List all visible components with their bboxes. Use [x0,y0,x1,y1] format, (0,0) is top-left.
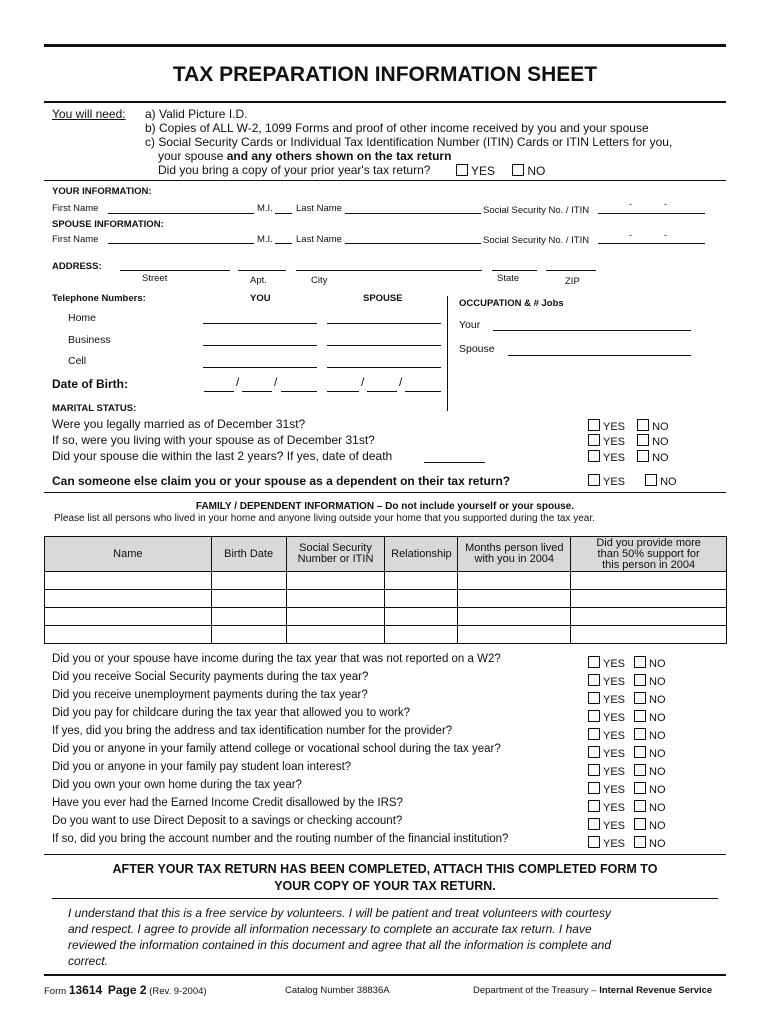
spouse-ssn-dash-1: - [629,230,632,240]
question-text: Do you want to use Direct Deposit to a savings or checking account? [52,815,403,827]
table-row [45,572,727,590]
your-mi-label: M.I. [257,203,273,214]
prior-return-question: Did you bring a copy of your prior year's tax return? [158,163,431,177]
section-rule-1 [44,180,726,181]
dependent-yes-checkbox[interactable] [588,474,600,486]
col-name: Name [45,537,212,572]
dob-you-day[interactable] [242,391,272,392]
spouse-last-name-field[interactable] [345,243,481,244]
yes-checkbox[interactable] [588,836,600,848]
your-first-name-label: First Name [52,203,99,214]
statement-line-1: I understand that this is a free service by volunteers. I will be patient and treat volunteers with courtesy [68,906,611,920]
question-answer: YES NO [588,746,666,760]
question-text: Did you or your spouse have income during the tax year that was not reported on a W2? [52,653,501,665]
spouse-ssn-dash-2: - [664,230,667,240]
question-text: Did you receive unemployment payments during the tax year? [52,689,368,701]
department: Department of the Treasury – Internal Revenue Service [473,985,713,996]
question-text: If so, did you bring the account number and the routing number of the financial institution? [52,833,509,845]
spouse-died-answer: YES NO [588,450,669,464]
spouse-info-heading: SPOUSE INFORMATION: [52,219,164,230]
phone-home-you-field[interactable] [203,323,317,324]
occupation-spouse-label: Spouse [459,343,495,355]
dob-you-month[interactable] [204,391,234,392]
form-id: Form 13614 Page 2 (Rev. 9-2004) [44,983,207,997]
table-cell[interactable] [286,626,385,644]
state-label: State [497,273,520,284]
table-cell[interactable] [45,608,212,626]
you-will-need-label: You will need: [52,107,126,121]
yes-checkbox[interactable] [588,782,600,794]
living-no-checkbox[interactable] [637,434,649,446]
form-number: 13614 [68,983,103,997]
date-of-death-field[interactable] [424,462,485,463]
dob-spouse-slash-1: / [361,375,365,389]
yes-checkbox[interactable] [588,710,600,722]
title-rule [44,101,726,103]
table-cell[interactable] [45,626,212,644]
phone-business-spouse-field[interactable] [327,345,441,346]
question-text: Did you own your own home during the tax year? [52,779,302,791]
table-cell[interactable] [458,608,571,626]
table-cell[interactable] [571,590,727,608]
table-cell[interactable] [211,572,286,590]
zip-field[interactable] [546,270,596,271]
yes-checkbox[interactable] [588,692,600,704]
question-text: Have you ever had the Earned Income Credit disallowed by the IRS? [52,797,403,809]
section-rule-2 [44,492,726,493]
col-ssn: Social Security Number or ITIN [286,537,385,572]
street-label: Street [142,273,168,284]
occupation-your-field[interactable] [493,330,691,331]
dob-spouse-day[interactable] [367,391,397,392]
col-birth-date: Birth Date [211,537,286,572]
yes-checkbox[interactable] [588,674,600,686]
phone-home-label: Home [68,312,97,324]
catalog-number: Catalog Number 38836A [285,985,390,996]
yes-checkbox[interactable] [588,764,600,776]
marital-status-label: MARITAL STATUS: [52,403,137,414]
table-cell[interactable] [45,590,212,608]
dob-label: Date of Birth: [52,377,128,391]
no-checkbox[interactable] [634,728,646,740]
table-cell[interactable] [286,572,385,590]
table-cell[interactable] [458,626,571,644]
question-text: Did you or anyone in your family attend college or vocational school during the tax year? [52,743,501,755]
your-last-name-label: Last Name [296,203,342,214]
occupation-label: OCCUPATION & # Jobs [459,298,564,309]
spouse-first-name-label: First Name [52,234,99,245]
table-cell[interactable] [211,590,286,608]
address-label: ADDRESS: [52,261,102,272]
zip-label: ZIP [565,276,580,287]
question-answer: YES NO [588,692,666,706]
your-ssn-dash-1: - [629,199,632,209]
phone-business-you-field[interactable] [203,345,317,346]
question-answer: YES NO [588,836,666,850]
section-rule-4 [52,898,718,899]
dob-spouse-month[interactable] [327,391,359,392]
yes-checkbox[interactable] [588,656,600,668]
statement-line-2: and respect. I agree to provide all information necessary to complete an accurate tax return. I have [68,922,592,936]
state-field[interactable] [492,270,537,271]
agency-name: Internal Revenue Service [599,985,713,996]
spouse-last-name-label: Last Name [296,234,342,245]
table-cell[interactable] [385,608,458,626]
dob-you-year[interactable] [281,391,317,392]
living-yes-checkbox[interactable] [588,434,600,446]
question-answer: YES NO [588,656,666,670]
table-cell[interactable] [45,572,212,590]
question-answer: YES NO [588,764,666,778]
city-field[interactable] [296,270,482,271]
spouse-first-name-field[interactable] [108,243,254,244]
dob-spouse-slash-2: / [399,375,403,389]
table-cell[interactable] [211,608,286,626]
question-answer: YES NO [588,710,666,724]
revision: (Rev. 9-2004) [149,986,207,997]
your-last-name-field[interactable] [345,213,481,214]
phone-you-header: YOU [250,293,271,304]
question-text: Did you pay for childcare during the tax year that allowed you to work? [52,707,410,719]
your-info-heading: YOUR INFORMATION: [52,186,152,197]
family-heading: FAMILY / DEPENDENT INFORMATION – Do not include yourself or your spouse. [195,501,575,512]
no-checkbox[interactable] [634,710,646,722]
dob-spouse-year[interactable] [405,391,441,392]
living-with-spouse-question: If so, were you living with your spouse as of December 31st? [52,433,375,447]
page-number: Page 2 [107,983,147,997]
need-item-b: b) Copies of ALL W-2, 1099 Forms and proof of other income received by you and your spouse [145,121,649,135]
no-checkbox[interactable] [634,782,646,794]
question-answer: YES NO [588,818,666,832]
table-row [45,590,727,608]
attach-notice-line-1: AFTER YOUR TAX RETURN HAS BEEN COMPLETED, ATTACH THIS COMPLETED FORM TO [112,862,658,876]
dependent-claim-answer: YES NO [588,474,677,488]
married-answer: YES NO [588,419,669,433]
telephone-label: Telephone Numbers: [52,293,146,304]
spouse-died-question: Did your spouse die within the last 2 years? If yes, date of death [52,449,393,463]
prior-no-checkbox[interactable] [512,164,524,176]
table-row [45,626,727,644]
apt-label: Apt. [250,275,267,286]
question-answer: YES NO [588,782,666,796]
no-checkbox[interactable] [634,764,646,776]
phone-cell-spouse-field[interactable] [327,367,441,368]
phone-cell-label: Cell [68,355,87,367]
your-first-name-field[interactable] [108,213,254,214]
need-item-a: a) Valid Picture I.D. [145,107,248,121]
table-cell[interactable] [571,626,727,644]
question-text: Did you receive Social Security payments during the tax year? [52,671,369,683]
spouse-ssn-field[interactable] [598,243,705,244]
dependents-table [44,536,727,644]
attach-notice-line-2: YOUR COPY OF YOUR TAX RETURN. [274,879,496,893]
spouse-mi-field[interactable] [275,243,292,244]
yes-checkbox[interactable] [588,818,600,830]
spouse-mi-label: M.I. [257,234,273,245]
occupation-spouse-field[interactable] [508,355,691,356]
phone-home-spouse-field[interactable] [327,323,441,324]
street-field[interactable] [120,270,230,271]
married-question: Were you legally married as of December 31st? [52,417,306,431]
phone-cell-you-field[interactable] [203,367,317,368]
your-ssn-label: Social Security No. / ITIN [483,205,590,216]
footer-rule [44,974,726,976]
section-rule-3 [44,854,726,855]
no-checkbox[interactable] [634,674,646,686]
occupation-your-label: Your [459,319,481,331]
dependents-table-header [45,537,727,572]
table-cell[interactable] [458,572,571,590]
table-cell[interactable] [571,572,727,590]
yes-checkbox[interactable] [588,728,600,740]
prior-return-answer: YES NO [456,164,545,178]
family-subheading: Please list all persons who lived in your home and anyone living outside your home that you supported during the tax year. [54,513,595,524]
col-support: Did you provide more than 50% support for this person in 2004 [571,537,727,572]
phone-spouse-header: SPOUSE [363,293,403,304]
question-text: Did you or anyone in your family pay student loan interest? [52,761,352,773]
table-row [45,608,727,626]
apt-field[interactable] [238,270,286,271]
col-months: Months person lived with you in 2004 [458,537,571,572]
need-item-c-cont [158,149,451,163]
table-cell[interactable] [385,590,458,608]
yes-checkbox[interactable] [588,800,600,812]
dependent-claim-question: Can someone else claim you or your spouse as a dependent on their tax return? [52,474,511,488]
table-cell[interactable] [286,608,385,626]
dob-you-slash-1: / [236,375,240,389]
your-mi-field[interactable] [275,213,292,214]
no-checkbox[interactable] [634,836,646,848]
table-cell[interactable] [385,572,458,590]
your-ssn-field[interactable] [598,213,705,214]
table-cell[interactable] [571,608,727,626]
question-text: If yes, did you bring the address and tax identification number for the provider? [52,725,453,737]
no-checkbox[interactable] [634,656,646,668]
your-ssn-dash-2: - [664,199,667,209]
question-answer: YES NO [588,728,666,742]
question-answer: YES NO [588,674,666,688]
need-item-c-plain: your spouse [158,149,227,163]
dependent-no-checkbox[interactable] [645,474,657,486]
no-checkbox[interactable] [634,692,646,704]
city-label: City [311,275,328,286]
dob-you-slash-2: / [274,375,278,389]
yes-checkbox[interactable] [588,746,600,758]
need-item-c: c) Social Security Cards or Individual Tax Identification Number (ITIN) Cards or ITIN Letters for you, [145,135,673,149]
question-answer: YES NO [588,800,666,814]
spouse-ssn-label: Social Security No. / ITIN [483,235,590,246]
col-relationship: Relationship [385,537,458,572]
living-with-spouse-answer: YES NO [588,434,669,448]
statement-line-3: reviewed the information contained in this document and agree that all the information is complete and [68,938,611,952]
table-cell[interactable] [286,590,385,608]
died-yes-checkbox[interactable] [588,450,600,462]
top-rule [44,44,726,47]
statement-line-4: correct. [68,954,109,968]
no-checkbox[interactable] [634,746,646,758]
died-no-checkbox[interactable] [637,450,649,462]
table-cell[interactable] [211,626,286,644]
married-no-checkbox[interactable] [637,419,649,431]
phone-divider [447,296,448,411]
phone-business-label: Business [68,334,111,346]
page-title: TAX PREPARATION INFORMATION SHEET [172,63,598,86]
no-checkbox[interactable] [634,800,646,812]
no-checkbox[interactable] [634,818,646,830]
table-cell[interactable] [385,626,458,644]
table-cell[interactable] [458,590,571,608]
married-yes-checkbox[interactable] [588,419,600,431]
prior-yes-checkbox[interactable] [456,164,468,176]
need-item-c-bold: and any others shown on the tax return [226,149,452,163]
